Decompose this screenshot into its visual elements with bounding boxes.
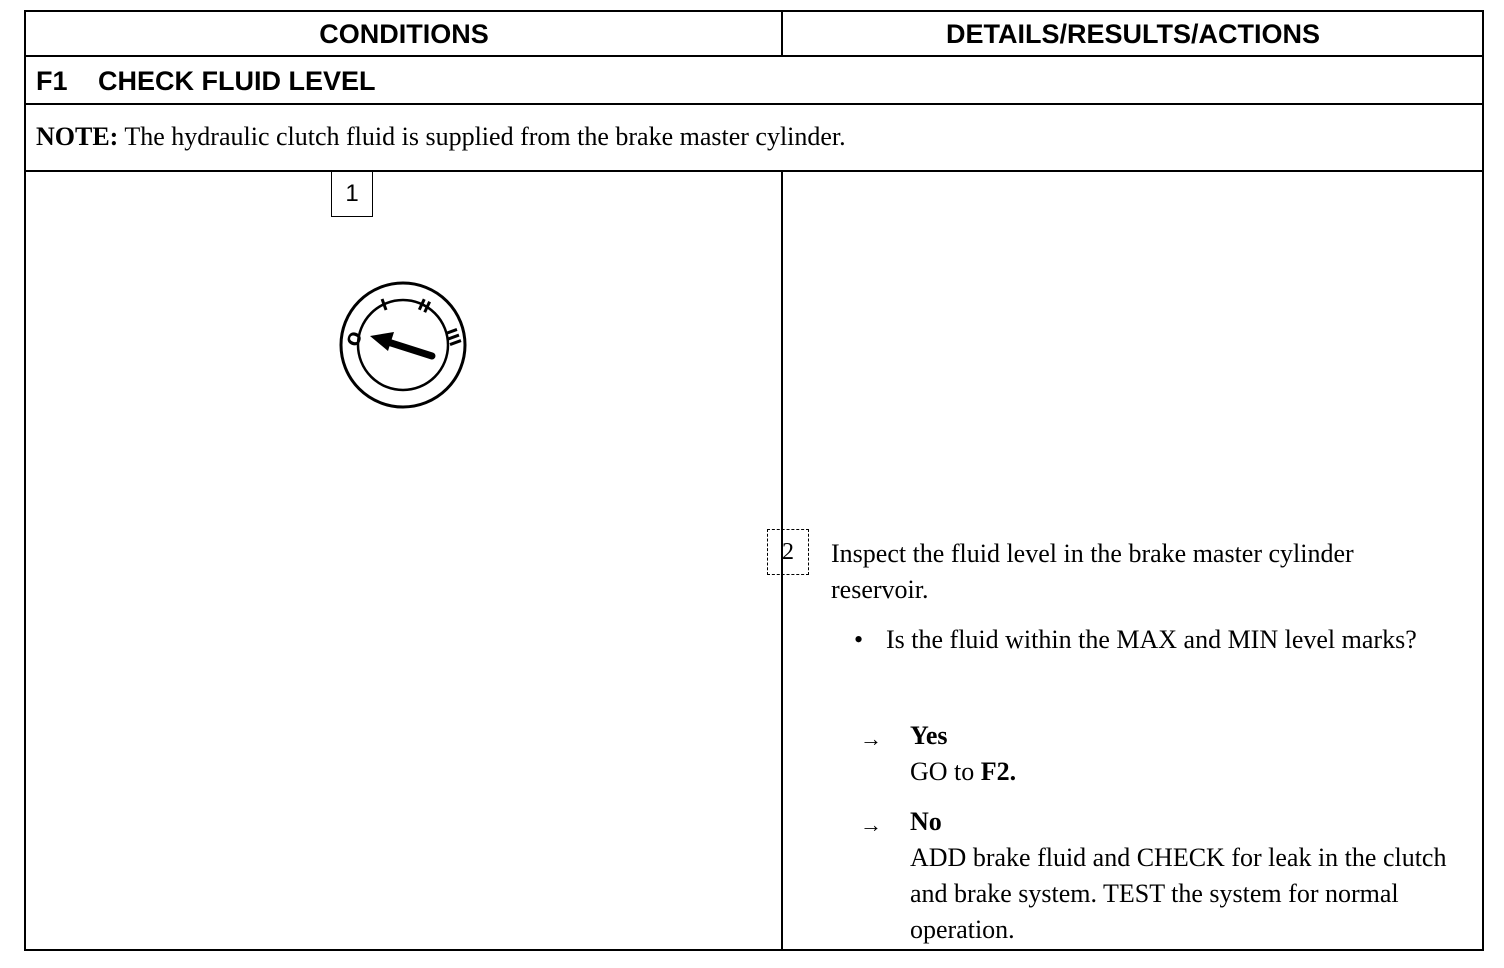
bullet-icon: • [854,625,864,654]
key-arrow-shaft [388,342,432,356]
header-divider [26,55,1482,57]
ignition-switch-icon [312,277,472,417]
no-answer [910,804,1450,948]
key-arrow-head [370,332,394,351]
position-1-label: I [378,294,391,315]
section-title [36,58,376,104]
yes-answer [910,718,1450,790]
yes-label: Yes [910,721,948,750]
position-off-label: O [343,329,368,350]
yes-action: GO to [910,757,975,786]
note-label: NOTE: [36,122,119,151]
header-column-divider [781,12,783,57]
position-3-label: III [441,325,466,349]
yes-target: F2. [980,757,1017,786]
no-action: ADD brake fluid and CHECK for leak in the clutch and brake system. TEST the system for normal operation. [910,843,1447,944]
question-text: Is the fluid within the MAX and MIN level marks? [886,625,1417,654]
details-header: DETAILS/RESULTS/ACTIONS [945,19,1320,49]
step-1-box: 1 [331,171,373,217]
position-2-label: II [414,294,434,318]
step-2-box: 2 [767,529,809,575]
section-id: F1 [36,66,68,96]
note-body: The hydraulic clutch fluid is supplied from the brake master cylinder. [124,122,846,151]
note-text [36,107,846,167]
no-label: No [910,807,942,836]
no-arrow-icon: → [860,812,882,837]
yes-arrow-icon: → [860,726,882,751]
section-name: CHECK FLUID LEVEL [98,66,376,96]
fluid-level-question [854,622,1444,658]
note-divider [26,170,1482,172]
conditions-header: CONDITIONS [319,19,489,49]
inspect-instruction: Inspect the fluid level in the brake master cylinder reservoir. [831,539,1354,604]
